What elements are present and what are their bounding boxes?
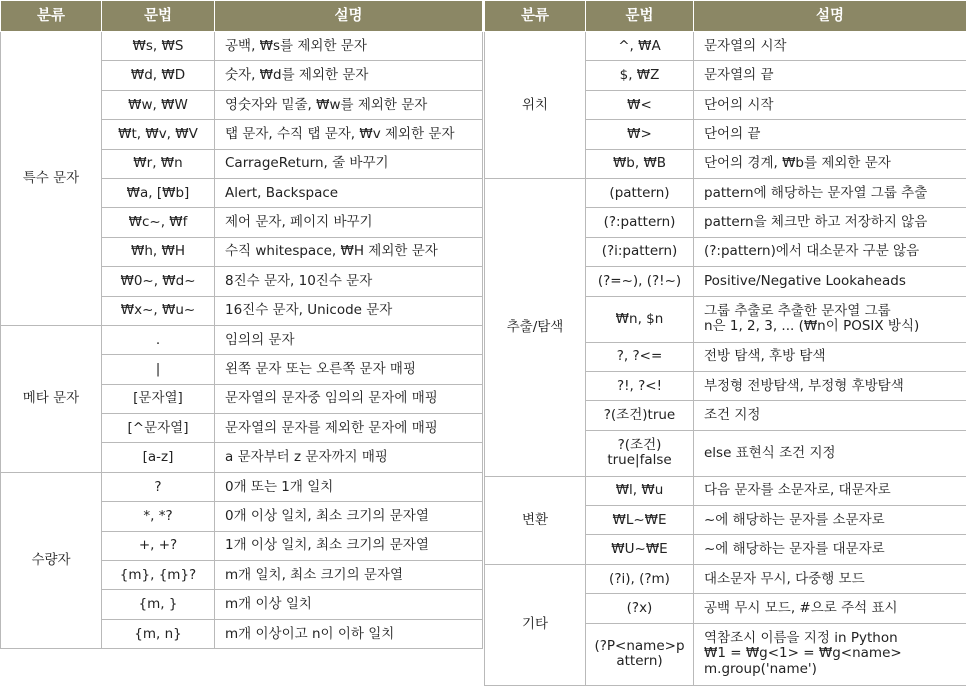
description-cell: 수직 whitespace, ₩H 제외한 문자 bbox=[215, 237, 483, 266]
header-row bbox=[1, 1, 483, 32]
syntax-cell: ₩h, ₩H bbox=[102, 237, 215, 266]
syntax-cell: ₩U~₩E bbox=[586, 535, 694, 564]
syntax-cell: ₩t, ₩v, ₩V bbox=[102, 120, 215, 149]
description-cell: else 표현식 조건 지정 bbox=[694, 430, 966, 476]
syntax-cell: ₩< bbox=[586, 90, 694, 119]
syntax-cell: ?!, ?<! bbox=[586, 371, 694, 400]
description-cell: ~에 해당하는 문자를 소문자로 bbox=[694, 506, 966, 535]
description-cell: 공백, ₩s를 제외한 문자 bbox=[215, 32, 483, 61]
description-cell: 문자열의 끝 bbox=[694, 61, 966, 90]
description-cell: m개 일치, 최소 크기의 문자열 bbox=[215, 561, 483, 590]
description-cell: m개 이상이고 n이 이하 일치 bbox=[215, 619, 483, 648]
syntax-cell: {m, n} bbox=[102, 619, 215, 648]
category-cell: 위치 bbox=[485, 32, 586, 179]
syntax-cell: ? bbox=[102, 472, 215, 501]
syntax-cell: ?(조건)true bbox=[586, 401, 694, 430]
category-cell: 메타 문자 bbox=[1, 325, 102, 472]
syntax-cell: ?, ?<= bbox=[586, 342, 694, 371]
syntax-cell: ₩c~, ₩f bbox=[102, 208, 215, 237]
table-row bbox=[1, 472, 483, 501]
description-cell: 대소문자 무시, 다중행 모드 bbox=[694, 564, 966, 593]
description-cell: 임의의 문자 bbox=[215, 325, 483, 354]
table-row bbox=[485, 178, 966, 207]
header-category: 분류 bbox=[1, 1, 102, 32]
category-cell: 수량자 bbox=[1, 472, 102, 648]
description-cell: 탭 문자, 수직 탭 문자, ₩v 제외한 문자 bbox=[215, 120, 483, 149]
syntax-cell: ₩a, [₩b] bbox=[102, 178, 215, 207]
description-cell: 전방 탐색, 후방 탐색 bbox=[694, 342, 966, 371]
header-description: 설명 bbox=[694, 1, 966, 32]
description-cell: Positive/Negative Lookaheads bbox=[694, 267, 966, 296]
category-cell: 변환 bbox=[485, 476, 586, 564]
syntax-cell: (?x) bbox=[586, 594, 694, 623]
syntax-cell: [a-z] bbox=[102, 443, 215, 472]
description-cell: 공백 무시 모드, #으로 주석 표시 bbox=[694, 594, 966, 623]
syntax-cell: [문자열] bbox=[102, 384, 215, 413]
header-category: 분류 bbox=[485, 1, 586, 32]
syntax-cell: ₩> bbox=[586, 120, 694, 149]
syntax-cell: (pattern) bbox=[586, 178, 694, 207]
header-description: 설명 bbox=[215, 1, 483, 32]
description-cell: pattern을 체크만 하고 저장하지 않음 bbox=[694, 208, 966, 237]
syntax-cell: ₩0~, ₩d~ bbox=[102, 267, 215, 296]
description-cell: 단어의 경계, ₩b를 제외한 문자 bbox=[694, 149, 966, 178]
description-cell: Alert, Backspace bbox=[215, 178, 483, 207]
regex-table-right bbox=[484, 0, 966, 686]
syntax-cell: (?i), (?m) bbox=[586, 564, 694, 593]
syntax-cell: +, +? bbox=[102, 531, 215, 560]
syntax-cell: ₩s, ₩S bbox=[102, 32, 215, 61]
description-cell: m개 이상 일치 bbox=[215, 590, 483, 619]
syntax-cell: [^문자열] bbox=[102, 414, 215, 443]
syntax-cell: ?(조건) true|false bbox=[586, 430, 694, 476]
description-cell: 0개 이상 일치, 최소 크기의 문자열 bbox=[215, 502, 483, 531]
description-cell: 제어 문자, 페이지 바꾸기 bbox=[215, 208, 483, 237]
table-row bbox=[1, 32, 483, 61]
syntax-cell: ₩r, ₩n bbox=[102, 149, 215, 178]
description-cell: CarrageReturn, 줄 바꾸기 bbox=[215, 149, 483, 178]
regex-table-left bbox=[0, 0, 483, 649]
description-cell: 8진수 문자, 10진수 문자 bbox=[215, 267, 483, 296]
syntax-cell: (?i:pattern) bbox=[586, 237, 694, 266]
description-cell: 그룹 추출로 추출한 문자열 그룹 n은 1, 2, 3, ... (₩n이 POSIX 방식) bbox=[694, 296, 966, 342]
syntax-cell: | bbox=[102, 355, 215, 384]
syntax-cell: (?=~), (?!~) bbox=[586, 267, 694, 296]
syntax-cell: ₩x~, ₩u~ bbox=[102, 296, 215, 325]
description-cell: 숫자, ₩d를 제외한 문자 bbox=[215, 61, 483, 90]
syntax-cell: {m, } bbox=[102, 590, 215, 619]
description-cell: 1개 이상 일치, 최소 크기의 문자열 bbox=[215, 531, 483, 560]
category-cell: 기타 bbox=[485, 564, 586, 685]
description-cell: a 문자부터 z 문자까지 매핑 bbox=[215, 443, 483, 472]
description-cell: 다음 문자를 소문자로, 대문자로 bbox=[694, 476, 966, 505]
syntax-cell: ^, ₩A bbox=[586, 32, 694, 61]
table-row bbox=[1, 325, 483, 354]
table-row bbox=[485, 476, 966, 505]
table-row bbox=[485, 564, 966, 593]
description-cell: 문자열의 문자를 제외한 문자에 매핑 bbox=[215, 414, 483, 443]
syntax-cell: (?P<name>p attern) bbox=[586, 623, 694, 685]
description-cell: pattern에 해당하는 문자열 그룹 추출 bbox=[694, 178, 966, 207]
description-cell: 문자열의 시작 bbox=[694, 32, 966, 61]
category-cell: 특수 문자 bbox=[1, 32, 102, 326]
syntax-cell: ₩l, ₩u bbox=[586, 476, 694, 505]
syntax-cell: $, ₩Z bbox=[586, 61, 694, 90]
description-cell: 왼쪽 문자 또는 오른쪽 문자 매핑 bbox=[215, 355, 483, 384]
description-cell: 조건 지정 bbox=[694, 401, 966, 430]
description-cell: ~에 해당하는 문자를 대문자로 bbox=[694, 535, 966, 564]
description-cell: 16진수 문자, Unicode 문자 bbox=[215, 296, 483, 325]
syntax-cell: (?:pattern) bbox=[586, 208, 694, 237]
header-row bbox=[485, 1, 966, 32]
header-syntax: 문법 bbox=[102, 1, 215, 32]
description-cell: 0개 또는 1개 일치 bbox=[215, 472, 483, 501]
syntax-cell: ₩b, ₩B bbox=[586, 149, 694, 178]
description-cell: (?:pattern)에서 대소문자 구분 않음 bbox=[694, 237, 966, 266]
description-cell: 부정형 전방탐색, 부정형 후방탐색 bbox=[694, 371, 966, 400]
category-cell: 추출/탐색 bbox=[485, 178, 586, 476]
syntax-cell: ₩L~₩E bbox=[586, 506, 694, 535]
syntax-cell: ₩d, ₩D bbox=[102, 61, 215, 90]
syntax-cell: *, *? bbox=[102, 502, 215, 531]
description-cell: 문자열의 문자중 임의의 문자에 매핑 bbox=[215, 384, 483, 413]
syntax-cell: ₩n, $n bbox=[586, 296, 694, 342]
description-cell: 단어의 시작 bbox=[694, 90, 966, 119]
syntax-cell: ₩w, ₩W bbox=[102, 90, 215, 119]
description-cell: 단어의 끝 bbox=[694, 120, 966, 149]
description-cell: 영숫자와 밑줄, ₩w를 제외한 문자 bbox=[215, 90, 483, 119]
table-row bbox=[485, 32, 966, 61]
description-cell: 역참조시 이름을 지정 in Python ₩1 = ₩g<1> = ₩g<name> m.group('name') bbox=[694, 623, 966, 685]
header-syntax: 문법 bbox=[586, 1, 694, 32]
syntax-cell: {m}, {m}? bbox=[102, 561, 215, 590]
syntax-cell: . bbox=[102, 325, 215, 354]
